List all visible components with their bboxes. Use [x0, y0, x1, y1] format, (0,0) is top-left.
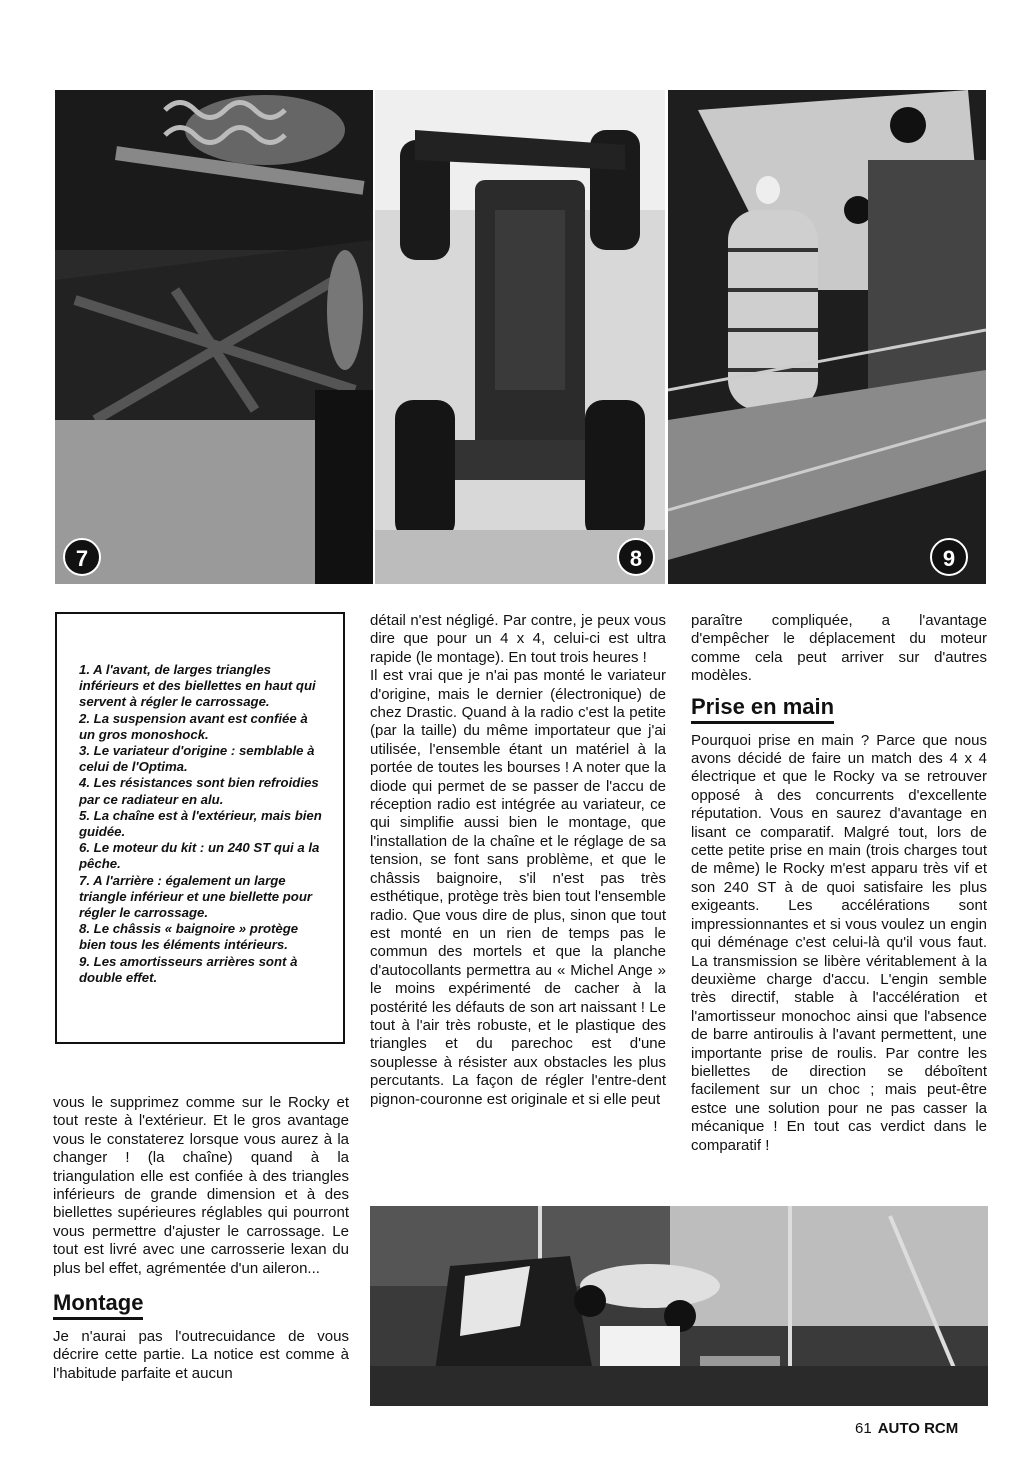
photo-chassis-underside-image: [375, 90, 665, 584]
photo-number-badge-7: 7: [63, 538, 101, 576]
article-paragraph: Pourquoi prise en main ? Parce que nous avons décidé de faire un match des 4 x 4 électrique et que le Rocky va se retrouver opposé à des concurrents d'excellente réputation. Vous en saurez d'avantage en lisant ce comparatif. Malgré tout, lors de cette petite prise en main (trois charges tout de même) le Rocky m'est apparu très vif et son 240 ST à de quoi satisfaire les plus exigeants. Les accélérations sont impressionnantes et si vous voulez un engin qui déménage c'est celui-là qu'il vous faut. La transmission se libère véritablement à la deuxième charge d'accu. L'engin semble très directif, stable à l'accélération et l'amortisseur monochoc ainsi que l'absence de barre antiroulis à l'avant permettent, une importante prise de roulis. Par contre les biellettes de direction se déboîtent facilement sur un choc ; mais peut-être estce une solution pour ne pas casser la mécanique ! En tout cas verdict dans le comparatif !: [691, 731, 987, 1154]
caption-8: 8. Le châssis « baignoire » protège bien tous les éléments intérieurs.: [79, 921, 299, 953]
caption-4: 4. Les résistances sont bien refroidies par ce radiateur en alu.: [79, 775, 319, 807]
article-column-3: [691, 612, 987, 1155]
article-paragraph: Il est vrai que je n'ai pas monté le variateur d'origine, mais le dernier (électronique) de chez Drastic. Quand à la radio c'est la petite (par la taille) du même importateur que j'ai utilisée, l'ensemble étant un matériel à la portée de toutes les bourses ! A noter que la diode qui permet de se passer de l'accu de réception radio est intégrée au variateur, ce qui simplifie aussi bien le montage, que l'installation de la chaîne et le réglage de sa tension, se font sans problème, et que le châssis baignoire, s'il n'est pas très esthétique, protège très bien tout l'ensemble radio. Que vous dire de plus, sinon que tout est monté en un rien de temps pas le commun des mortels et que la planche d'autocollants permettra au « Michel Ange » le moins expérimenté de cacher à la postérité les défauts de son art naissant ! Le tout à l'air très robuste, et le plastique des triangles et du parechoc est d'une souplesse à résister aux obstacles les plus percutants. La façon de régler l'entre-dent pignon-couronne est originale et si elle peut: [370, 667, 666, 1108]
caption-9: 9. Les amortisseurs arrières sont à double effet.: [79, 953, 298, 985]
photo-chassis-underside: [375, 90, 665, 584]
photo-number-badge-8: 8: [617, 538, 655, 576]
photo-rear-shock: [668, 90, 986, 584]
caption-3: 3. Le variateur d'origine : semblable à celui de l'Optima.: [79, 743, 315, 775]
photo-rear-shock-image: [668, 90, 986, 584]
photo-number-badge-9: 9: [930, 538, 968, 576]
article-paragraph: paraître compliquée, a l'avantage d'empêcher le déplacement du moteur comme cela peut arriver sur d'autres modèles.: [691, 612, 987, 685]
caption-7: 7. A l'arrière : également un large triangle inférieur et une biellette pour régler le carrossage.: [79, 872, 313, 921]
photo-captions-box: [55, 612, 345, 1044]
page-footer: [855, 1420, 958, 1437]
caption-6: 6. Le moteur du kit : un 240 ST qui a la pêche.: [79, 840, 320, 872]
photo-cars-display: [370, 1206, 988, 1406]
article-column-1: [53, 1094, 349, 1383]
section-heading-prise-en-main: Prise en main: [691, 694, 834, 724]
caption-5: 5. La chaîne est à l'extérieur, mais bien guidée.: [79, 807, 322, 840]
section-heading-montage: Montage: [53, 1290, 143, 1320]
photo-front-suspension-image: [55, 90, 373, 584]
caption-2: 2. La suspension avant est confiée à un gros monoshock.: [79, 710, 308, 742]
page-number: 61: [855, 1420, 872, 1437]
article-paragraph: vous le supprimez comme sur le Rocky et tout reste à l'extérieur. Et le gros avantage vous le constaterez lorsque vous aurez à la changer ! (la chaîne) quand à la triangulation elle est confiée à des triangles inférieurs de grande dimension et à des biellettes supérieures réglables qui pourront vous permettre d'ajuster le carrossage. Le tout est livré avec une carrosserie lexan du plus bel effet, agrémentée d'un aileron...: [53, 1094, 349, 1277]
article-column-2: [370, 612, 666, 1109]
caption-1: 1. A l'avant, de larges triangles inférieurs et des biellettes en haut qui servent à régler le carrossage.: [79, 662, 316, 710]
photo-cars-display-image: [370, 1206, 988, 1406]
magazine-name: AUTO RCM: [877, 1420, 959, 1437]
article-paragraph: détail n'est négligé. Par contre, je peux vous dire que pour un 4 x 4, celui-ci est ultra rapide (le montage). En tout trois heures !: [370, 612, 666, 666]
article-paragraph: Je n'aurai pas l'outrecuidance de vous décrire cette partie. La notice est comme à l'habitude parfaite et aucun: [53, 1328, 349, 1382]
photo-front-suspension: [55, 90, 373, 584]
